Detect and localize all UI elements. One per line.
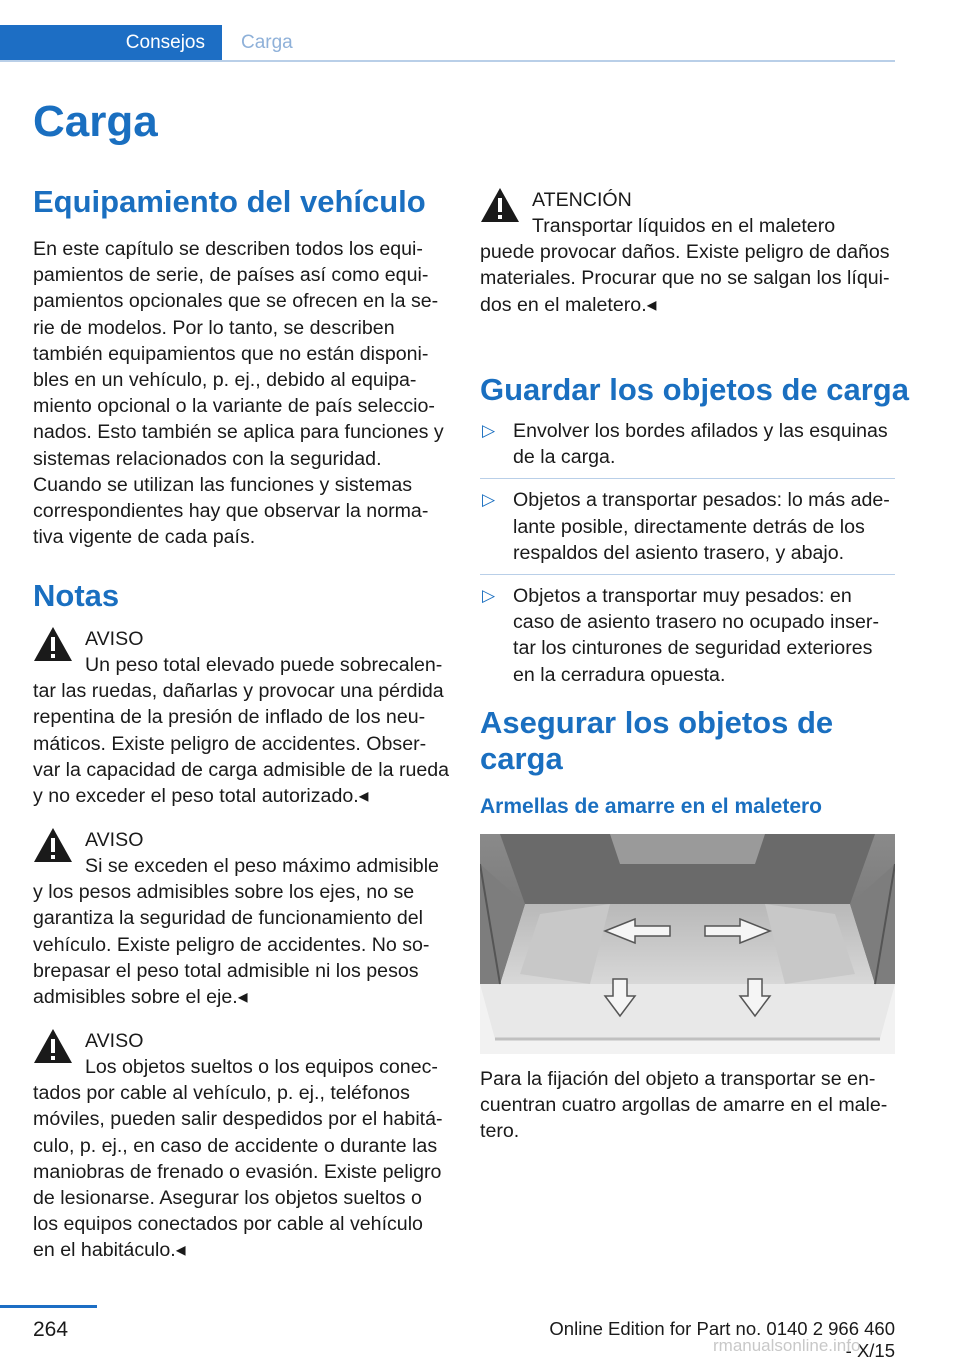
warning-block	[33, 827, 453, 1010]
warning-title: AVISO	[85, 628, 144, 650]
header-divider	[0, 60, 895, 62]
tab-consejos[interactable]: Consejos	[0, 25, 222, 61]
footer-divider	[0, 1305, 97, 1308]
warning-triangle-icon	[33, 626, 73, 662]
triangle-bullet-icon: ▷	[482, 586, 496, 606]
watermark: rmanualsonline.info	[713, 1336, 861, 1355]
text-line: sistemas relacionados con la seguridad.	[33, 447, 382, 470]
warning-block	[33, 626, 453, 809]
asegurar-heading-line: carga	[480, 741, 563, 776]
warning-title: AVISO	[85, 829, 144, 851]
triangle-bullet-icon: ▷	[482, 490, 496, 510]
text-line: puede provocar daños. Existe peligro de daños	[480, 241, 890, 264]
text-line: tados por cable al vehículo, p. ej., teléfonos	[33, 1082, 410, 1105]
text-line: de lesionarse. Asegurar los objetos sueltos o	[33, 1187, 422, 1210]
warning-triangle-icon	[33, 827, 73, 863]
text-line: nados. Esto también se aplica para funciones y	[33, 421, 444, 444]
list-item	[480, 418, 895, 470]
guardar-list	[480, 418, 895, 688]
text-line: Cuando se utilizan las funciones y sistemas	[33, 473, 413, 496]
text-line: dos en el maletero.◂	[480, 293, 657, 316]
text-line: en el habitáculo.◂	[33, 1239, 186, 1262]
text-line: materiales. Procurar que no se salgan los líqui-	[480, 267, 890, 290]
caution-first-line: Transportar líquidos en el maletero	[532, 215, 836, 237]
triangle-bullet-icon: ▷	[482, 421, 496, 440]
text-line: tiva vigente de cada país.	[33, 526, 256, 549]
equipamiento-text	[33, 236, 453, 550]
asegurar-heading-line: Asegurar los objetos de	[480, 705, 834, 740]
text-line: repentina de la presión de inflado de los neu-	[33, 706, 426, 729]
text-line: bles en un vehículo, p. ej., debido al equipa-	[33, 369, 417, 392]
text-line: respaldos del asiento trasero, y abajo.	[513, 541, 845, 564]
text-line: los equipos conectados por cable al vehículo	[33, 1213, 423, 1236]
header-tabs	[0, 25, 895, 61]
page-number: 264	[33, 1318, 69, 1341]
text-line: y los pesos admisibles sobre los ejes, no se	[33, 881, 415, 904]
page-title: Carga	[33, 97, 158, 146]
text-line: garantiza la seguridad de funcionamiento del	[33, 907, 423, 930]
text-line: pamientos de serie, de países así como equi-	[33, 264, 429, 287]
text-line: brepasar el peso total admisible ni los pesos	[33, 959, 419, 982]
text-line: Objetos a transportar pesados: lo más ade-	[513, 489, 890, 512]
edition-note: Online Edition for Part no. 0140 2 966 460 - X/15	[549, 1318, 895, 1361]
text-line: Para la fijación del objeto a transportar se en-	[480, 1068, 876, 1090]
text-line: culo, p. ej., en caso de accidente o durante las	[33, 1134, 438, 1157]
notas-heading: Notas	[33, 578, 120, 613]
text-line: móviles, pueden salir despedidos por el habitá-	[33, 1108, 443, 1131]
text-line: rie de modelos. Por lo tanto, se describen	[33, 316, 395, 339]
text-line: también equipamientos que no están disponi-	[33, 342, 429, 365]
equipamiento-heading: Equipamiento del vehículo	[33, 184, 426, 219]
caution-title: ATENCIÓN	[532, 189, 632, 211]
text-line: pamientos opcionales que se ofrecen en la se-	[33, 290, 439, 313]
warning-block	[33, 1028, 453, 1264]
warning-first-line: Los objetos sueltos o los equipos conec-	[85, 1056, 438, 1078]
asegurar-heading	[480, 705, 900, 777]
text-line: vehículo. Existe peligro de accidentes. No so-	[33, 933, 430, 956]
tab-carga[interactable]: Carga	[241, 32, 293, 53]
text-line: correspondientes hay que observar la norma-	[33, 500, 429, 523]
text-line: de la carga.	[513, 446, 616, 469]
text-line: caso de asiento trasero no ocupado inser-	[513, 611, 879, 634]
text-line: y no exceder el peso total autorizado.◂	[33, 785, 369, 808]
list-item	[480, 478, 895, 566]
warning-triangle-icon	[480, 187, 520, 223]
text-line: máticos. Existe peligro de accidentes. Obser-	[33, 732, 427, 755]
text-line: tero.	[480, 1120, 520, 1143]
text-line: tar las ruedas, dañarlas y provocar una pérdida	[33, 680, 444, 703]
armellas-text	[480, 1066, 900, 1145]
warning-title: AVISO	[85, 1030, 144, 1052]
text-line: Envolver los bordes afilados y las esquinas	[513, 420, 888, 442]
text-line: var la capacidad de carga admisible de la rueda	[33, 758, 450, 781]
text-line: lante posible, directamente detrás de los	[513, 515, 865, 538]
text-line: admisibles sobre el eje.◂	[33, 986, 248, 1009]
text-line: tar los cinturones de seguridad exteriores	[513, 637, 873, 660]
warning-first-line: Un peso total elevado puede sobrecalen-	[85, 654, 443, 676]
armellas-heading: Armellas de amarre en el maletero	[480, 795, 823, 818]
text-line: En este capítulo se describen todos los equi-	[33, 238, 423, 260]
text-line: Objetos a transportar muy pesados: en	[513, 585, 852, 608]
text-line: maniobras de frenado o evasión. Existe peligro	[33, 1160, 442, 1183]
text-line: cuentran cuatro argollas de amarre en el male-	[480, 1094, 888, 1117]
trunk-tie-down-illustration	[480, 834, 895, 1054]
caution-block	[480, 187, 895, 318]
list-item	[480, 574, 895, 688]
text-line: miento opcional o la variante de país seleccio-	[33, 395, 435, 418]
text-line: en la cerradura opuesta.	[513, 663, 726, 686]
warning-first-line: Si se exceden el peso máximo admisible	[85, 855, 439, 877]
guardar-heading: Guardar los objetos de carga	[480, 372, 909, 407]
warning-triangle-icon	[33, 1028, 73, 1064]
